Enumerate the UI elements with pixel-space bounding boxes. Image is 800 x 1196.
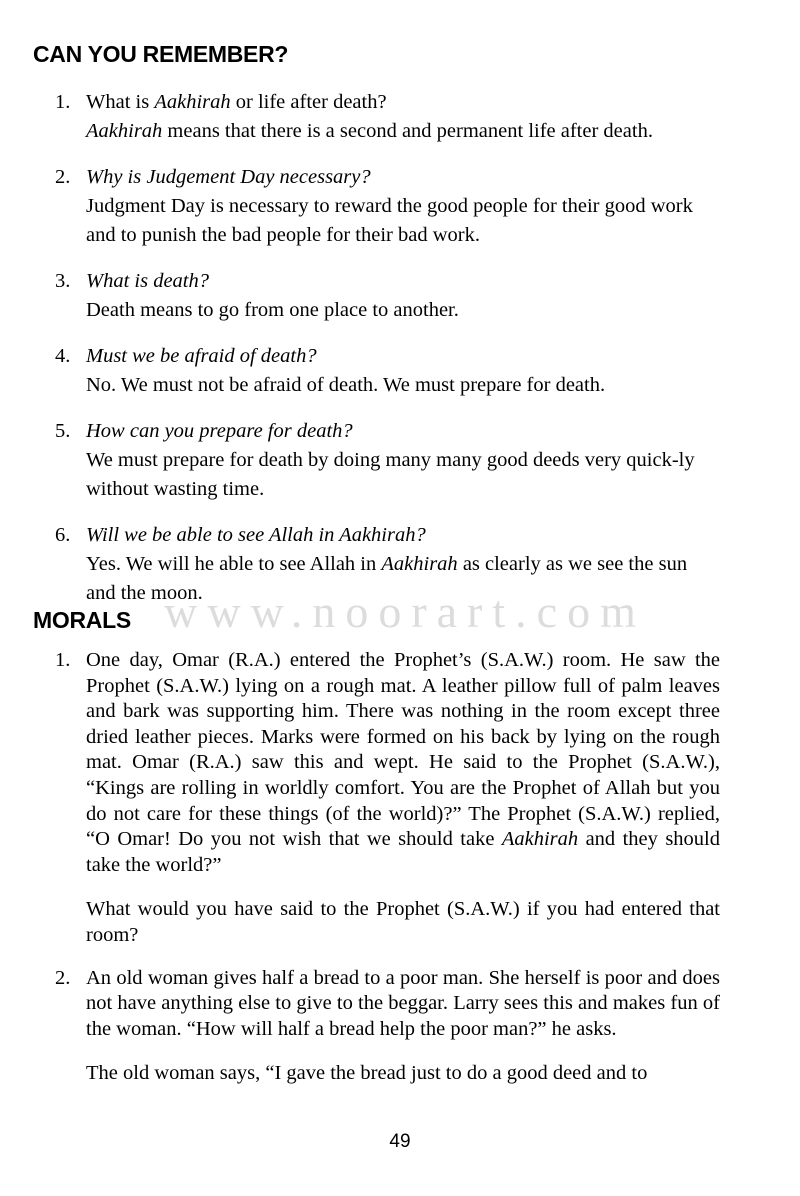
question-text: Will we be able to see Allah in Aakhirah? [86,524,426,546]
paragraph: What would you have said to the Prophet (S.A.W.) if you had entered that room? [86,898,720,946]
question-part-pre: What is [86,91,155,113]
answer-text: We must prepare for death by doing many many good deeds very quick-ly without wasting time. [86,449,695,500]
list-item-number: 2. [55,966,71,989]
answer-part-pre: Yes. We will he able to see Allah in [86,553,382,575]
paragraph: The old woman says, “I gave the bread just to do a good deed and to [86,1062,648,1085]
answer-part-post: means that there is a second and permanent life after death. [162,120,653,142]
section-heading-can-you-remember: CAN YOU REMEMBER? [33,41,289,67]
list-item [0,163,800,250]
list-item [0,342,800,400]
answer-text: Judgment Day is necessary to reward the good people for their good work and to punish the bad people for their bad work. [86,195,693,246]
answer-text [86,550,720,608]
answer-text [86,117,720,146]
paragraph: An old woman gives half a bread to a poor man. She herself is poor and does not have anything else to give to the beggar. Larry sees this and makes fun of the woman. “How will half a bread help the poor man?” he asks. [86,966,720,1040]
answer-text: No. We must not be afraid of death. We must prepare for death. [86,374,606,396]
list-item [0,648,800,949]
answer-text: Death means to go from one place to another. [86,299,459,321]
list-item [0,966,800,1087]
question-text [86,88,720,117]
section-heading-morals: MORALS [33,607,131,633]
paragraph [86,648,720,878]
list-item-number: 3. [55,270,71,292]
list-item [0,521,800,608]
paragraph-part-post: and they should take the world?” [86,828,720,876]
list-item-number: 1. [55,649,71,671]
page-number: 49 [389,1131,411,1152]
list-item [0,417,800,504]
list-item [0,267,800,325]
question-text: How can you prepare for death? [86,420,353,442]
paragraph-part-italic: Aakhirah [501,828,579,851]
list-item-number: 5. [55,420,71,442]
list-item [0,88,800,146]
question-part-post: or life after death? [230,91,387,113]
can-you-remember-list [0,88,800,625]
morals-list [0,648,800,1104]
answer-part-italic: Aakhirah [381,553,458,575]
answer-part-post: as clearly as we see the sun and the moon. [86,553,688,604]
question-text: What is death? [86,270,209,292]
question-text: Why is Judgement Day necessary? [86,166,371,188]
answer-part-italic: Aakhirah [86,120,163,142]
paragraph-part-pre: One day, Omar (R.A.) entered the Prophet’s (S.A.W.) room. He saw the Prophet (S.A.W.) lying on a rough mat. A leather pillow full of palm leaves and bark was supporting him. There was nothing in the room except three dried leather pieces. Marks were formed on his back by lying on the rough mat. Omar (R.A.) saw this and wept. He said to the Prophet (S.A.W.), “Kings are rolling in worldly comfort. You are the Prophet of Allah but you do not care for these things (of the world)?” The Prophet (S.A.W.) replied, “O Omar! Do you not wish that we should take [86,649,720,851]
list-item-number: 1. [55,91,71,113]
watermark-noorart: www.noorart.com [164,586,646,637]
list-item-number: 6. [55,524,71,546]
question-text: Must we be afraid of death? [86,345,317,367]
list-item-number: 2. [55,166,71,188]
list-item-number: 4. [55,345,71,367]
question-part-italic: Aakhirah [154,91,231,113]
